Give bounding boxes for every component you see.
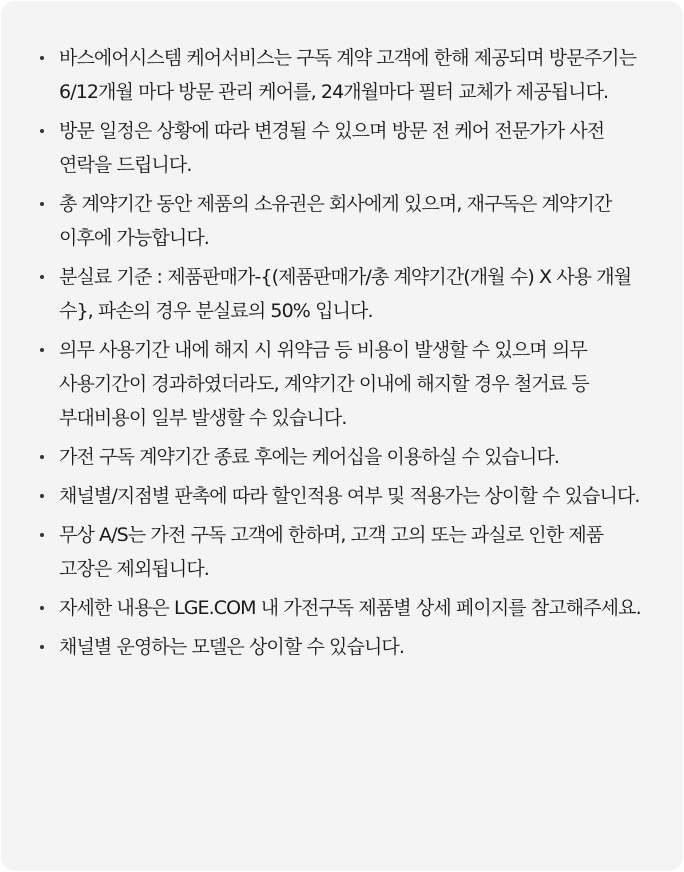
bullet-icon bbox=[40, 129, 44, 133]
list-item bbox=[35, 591, 655, 625]
notice-card bbox=[1, 1, 683, 871]
notice-text: 방문 일정은 상황에 따라 변경될 수 있으며 방문 전 케어 전문가가 사전 연락을 드립니다. bbox=[59, 120, 605, 176]
bullet-icon bbox=[40, 275, 44, 279]
bullet-icon bbox=[40, 645, 44, 649]
bullet-icon bbox=[40, 455, 44, 459]
list-item bbox=[35, 630, 655, 664]
notice-text: 총 계약기간 동안 제품의 소유권은 회사에게 있으며, 재구독은 계약기간 이후에 가능합니다. bbox=[59, 193, 612, 249]
notice-text: 바스에어시스템 케어서비스는 구독 계약 고객에 한해 제공되며 방문주기는 6/12개월 마다 방문 관리 케어를, 24개월마다 필터 교체가 제공됩니다. bbox=[59, 47, 637, 103]
bullet-icon bbox=[40, 56, 44, 60]
notice-list bbox=[35, 41, 655, 664]
bullet-icon bbox=[40, 533, 44, 537]
notice-text: 가전 구독 계약기간 종료 후에는 케어십을 이용하실 수 있습니다. bbox=[59, 446, 560, 468]
list-item bbox=[35, 187, 655, 255]
bullet-icon bbox=[40, 348, 44, 352]
list-item bbox=[35, 479, 655, 513]
notice-text: 채널별 운영하는 모델은 상이할 수 있습니다. bbox=[59, 636, 405, 658]
notice-text: 분실료 기준 : 제품판매가-{(제품판매가/총 계약기간(개월 수) X 사용 개월 수}, 파손의 경우 분실료의 50% 입니다. bbox=[59, 266, 632, 322]
list-item bbox=[35, 41, 655, 109]
list-item bbox=[35, 333, 655, 435]
bullet-icon bbox=[40, 202, 44, 206]
notice-text: 채널별/지점별 판촉에 따라 할인적용 여부 및 적용가는 상이할 수 있습니다. bbox=[59, 485, 640, 507]
notice-text: 의무 사용기간 내에 해지 시 위약금 등 비용이 발생할 수 있으며 의무 사용기간이 경과하였더라도, 계약기간 이내에 해지할 경우 철거료 등 부대비용이 일부 발생할 수 있습니다. bbox=[59, 339, 589, 429]
list-item bbox=[35, 440, 655, 474]
notice-text: 자세한 내용은 LGE.COM 내 가전구독 제품별 상세 페이지를 참고해주세요. bbox=[59, 597, 641, 619]
bullet-icon bbox=[40, 494, 44, 498]
list-item bbox=[35, 518, 655, 586]
notice-text: 무상 A/S는 가전 구독 고객에 한하며, 고객 고의 또는 과실로 인한 제품 고장은 제외됩니다. bbox=[59, 524, 604, 580]
bullet-icon bbox=[40, 606, 44, 610]
list-item bbox=[35, 260, 655, 328]
list-item bbox=[35, 114, 655, 182]
